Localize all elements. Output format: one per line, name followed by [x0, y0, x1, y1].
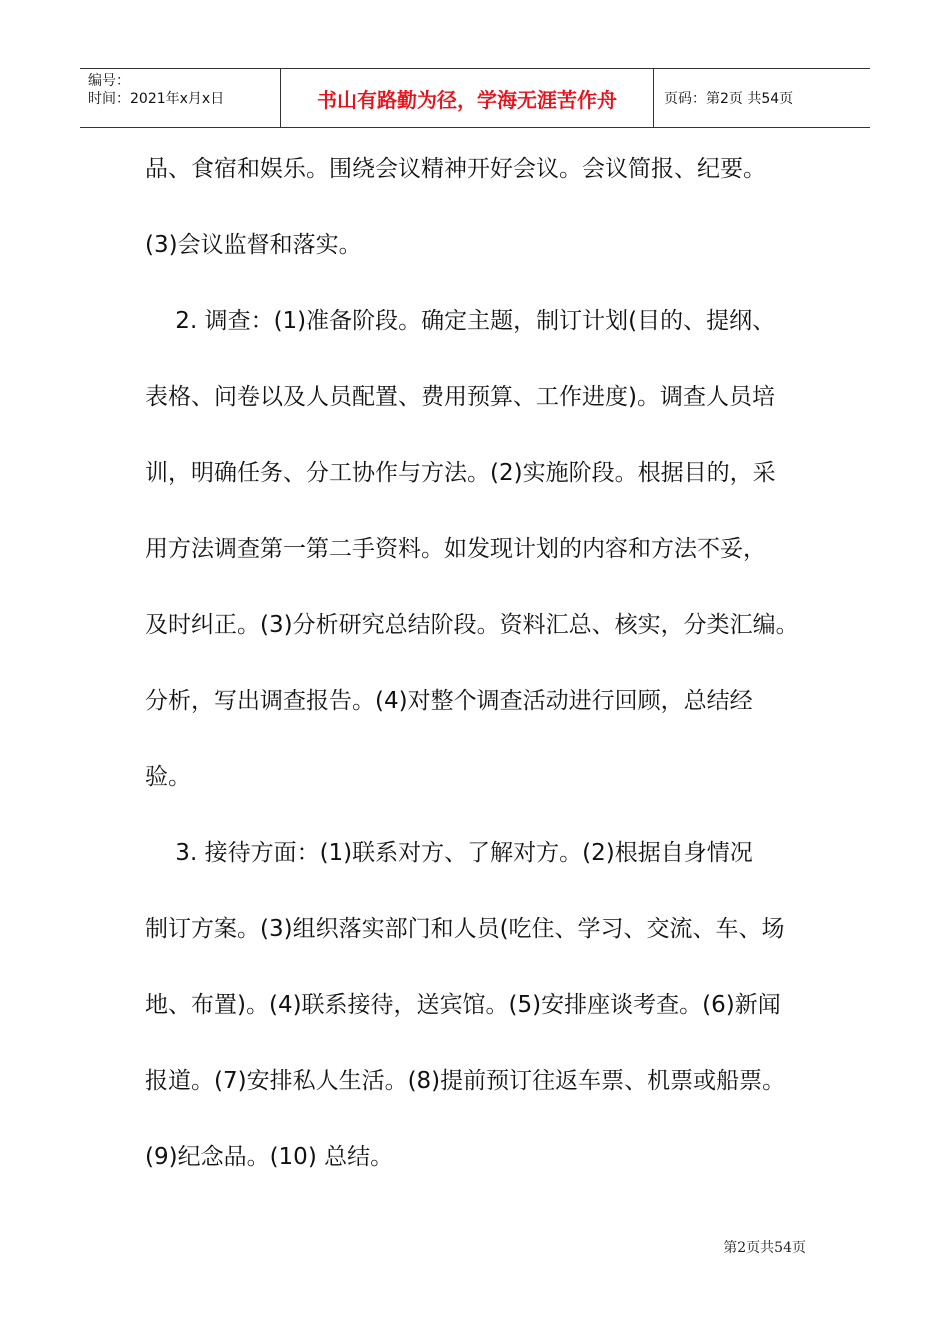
- text-line: (9)纪念品。(10) 总结。: [145, 1144, 394, 1170]
- text-line: (3)会议监督和落实。: [145, 232, 362, 258]
- footer-page-number: 第2页共54页: [723, 1240, 806, 1256]
- text-line: 训，明确任务、分工协作与方法。(2)实施阶段。根据目的，采: [145, 460, 776, 486]
- text-line: 验。: [145, 764, 191, 790]
- header-meta-cell: [80, 69, 281, 127]
- header-page-cell: [654, 69, 870, 127]
- page-header: [80, 68, 870, 128]
- text-line: 2. 调查：(1)准备阶段。确定主题，制订计划(目的、提纲、: [145, 308, 776, 334]
- header-page-number: 页码：第2页 共54页: [664, 91, 794, 107]
- document-time-label: 时间：2021年x月x日: [88, 91, 225, 107]
- text-line: 用方法调查第一第二手资料。如发现计划的内容和方法不妥，: [145, 536, 766, 562]
- text-line: 分析，写出调查报告。(4)对整个调查活动进行回顾，总结经: [145, 688, 753, 714]
- header-motto: 书山有路勤为径，学海无涯苦作舟: [317, 87, 617, 112]
- text-line: 报道。(7)安排私人生活。(8)提前预订往返车票、机票或船票。: [145, 1068, 786, 1094]
- text-line: 品、食宿和娱乐。围绕会议精神开好会议。会议简报、纪要。: [145, 156, 766, 182]
- page-footer: [723, 1237, 806, 1257]
- text-line: 及时纠正。(3)分析研究总结阶段。资料汇总、核实，分类汇编。: [145, 612, 799, 638]
- text-line: 3. 接待方面：(1)联系对方、了解对方。(2)根据自身情况: [145, 840, 753, 866]
- document-number-label: 编号：: [88, 73, 130, 89]
- text-line: 制订方案。(3)组织落实部门和人员(吃住、学习、交流、车、场: [145, 916, 785, 942]
- text-line: 表格、问卷以及人员配置、费用预算、工作进度)。调查人员培: [145, 384, 775, 410]
- document-body: [145, 150, 815, 1214]
- header-motto-cell: [281, 69, 654, 127]
- text-line: 地、布置)。(4)联系接待，送宾馆。(5)安排座谈考查。(6)新闻: [145, 992, 781, 1018]
